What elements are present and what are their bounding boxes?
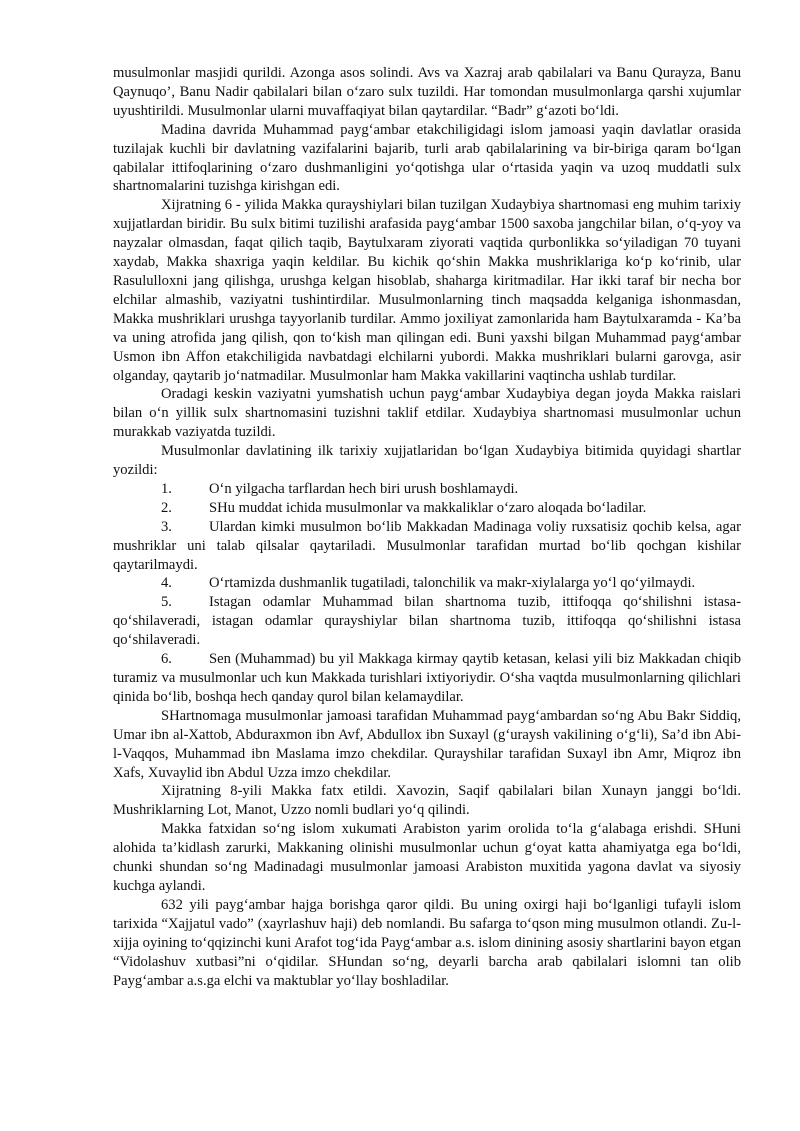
condition-text: Ulardan kimki musulmon bo‘lib Makkadan Madinaga voliy ruxsatisiz qochib kelsa, agar mushriklar uni talab qilsalar qaytariladi. Musulmonlar tarafidan murtad bo‘lib qochgan kishilar qaytarilmaydi. <box>113 518 741 573</box>
paragraph-xudaybiya: Xijratning 6 - yilida Makka qurayshiylari bilan tuzilgan Xudaybiya shartnomasi eng muhim tarixiy xujjatlardan biridir. Bu sulx bitimi tuzilishi arafasida payg‘ambar 1500 saxoba jangchilar bilan, o‘q-yoy va nayzalar olmasdan, faqat qilich taqib, Baytulxaram ziyorati vaqtida qurbonlikka so‘yiladigan 70 tuyani xaydab, Makka shaxriga yaqin keldilar. Bu kichik qo‘shin Makka mushriklariga ko‘p ko‘rinib, ular Rasululloxni jang qilishga, urushga kelgan hisoblab, shaharga kiritmadilar. Har ikki taraf bir necha bor elchilar almashib, vaziyatni tushintirdilar. Musulmonlarning tinch maqsadda kelganiga ishonmasdan, Makka mushriklari urushga tayyorlanib turdilar. Ammo joxiliyat zamonlarida ham Baytulxaramda - Ka’ba va uning atrofida jang qilish, qon to‘kish man qilingan edi. Buni yaxshi bilgan Muhammad payg‘ambar Usmon ibn Affon etakchiligida navbatdagi elchilarni yubordi. Makka mushriklari bularni garovga, asir olganday, qaytarib jo‘natmadilar. Musulmonlar ham Makka vakillarini vaqtincha ushlab turdilar. <box>113 197 741 384</box>
condition-number: 6. <box>161 651 172 668</box>
condition-number: 4. <box>161 575 172 592</box>
paragraph-continuation: musulmonlar masjidi qurildi. Azonga asos solindi. Avs va Xazraj arab qabilalari va Banu Qurayza, Banu Qaynuqo’, Banu Nadir qabilalari bilan o‘zaro sulx tuzildi. Har tomondan musulmonlarga qarshi xujumlar uyushtirildi. Musulmonlar ularni muvaffaqiyat bilan qaytardilar. “Badr” g‘azoti bo‘ldi. <box>113 65 741 119</box>
condition-text: Sen (Muhammad) bu yil Makkaga kirmay qaytib ketasan, kelasi yili biz Makkadan chiqib turamiz va musulmonlar uch kun Makkada turishlari ixtiyoriydir. O‘sha vaqtda musulmonlarning qilichlari qinida bo‘lib, boshqa hech qanday qurol bilan kelamaydilar. <box>113 651 741 705</box>
condition-item <box>113 499 741 518</box>
paragraph-proposal: Oradagi keskin vaziyatni yumshatish uchun payg‘ambar Xudaybiya degan joyda Makka raislari bilan o‘n yillik sulx shartnomasini tuzishni taklif etdilar. Xudaybiya shartnomasi musulmonlar uchun murakkab vaziyatda tuzildi. <box>113 386 741 441</box>
condition-item <box>113 480 741 499</box>
paragraph-victory: Makka fatxidan so‘ng islom xukumati Arabiston yarim orolida to‘la g‘alabaga erishdi. SHuni alohida ta’kidlash zarurki, Makkaning olinishi musulmonlar uchun g‘oyat katta ahamiyatga ega bo‘ldi, chunki shundan so‘ng Madinadagi musulmonlar jamoasi Arabiston muxitida yagona davlat va siyosiy kuchga aylandi. <box>113 821 741 894</box>
paragraph-makka-conquest: Xijratning 8-yili Makka fatx etildi. Xavozin, Saqif qabilalari bilan Xunayn janggi bo‘ldi. Mushriklarning Lot, Manot, Uzzo nomli budlari yo‘q qilindi. <box>113 783 741 819</box>
condition-text: O‘rtamizda dushmanlik tugatiladi, talonchilik va makr-xiylalarga yo‘l qo‘yilmaydi. <box>209 575 696 592</box>
condition-item <box>113 650 741 707</box>
condition-item <box>113 574 741 593</box>
condition-text: O‘n yilgacha tarflardan hech biri urush boshlamaydi. <box>209 480 519 497</box>
condition-number: 2. <box>161 499 172 516</box>
condition-item <box>113 593 741 650</box>
condition-item <box>113 518 741 575</box>
condition-number: 1. <box>161 480 172 497</box>
paragraph-farewell-hajj: 632 yili payg‘ambar hajga borishga qaror qildi. Bu uning oxirgi haji bo‘lganligi tufayli islom tarixida “Xajjatul vado” (xayrlashuv haji) deb nomlandi. Bu safarga to‘qson ming musulmon otlandi. Zu-l-xijja oyining to‘qqizinchi kuni Arafot tog‘ida Payg‘ambar a.s. islom dinining asosiy shartlarini bayon etgan “Vidolashuv xutbasi”ni o‘qidilar. SHundan so‘ng, deyarli barcha arab qabilalari islomni tan olib Payg‘ambar a.s.ga elchi va maktublar yo‘llay boshladilar. <box>113 896 741 989</box>
paragraph-conditions-intro: Musulmonlar davlatining ilk tarixiy xujjatlaridan bo‘lgan Xudaybiya bitimida quyidagi shartlar yozildi: <box>113 443 741 479</box>
paragraph-signatories: SHartnomaga musulmonlar jamoasi tarafidan Muhammad payg‘ambardan so‘ng Abu Bakr Siddiq, Umar ibn al-Xattob, Abduraxmon ibn Avf, Abdullox ibn Suxayl (g‘uraysh vakilining o‘g‘li), Sa’d ibn Abi-l-Vaqqos, Muhammad ibn Maslama imzo chekdilar. Qurayshilar tarafidan Suxayl ibn Amr, Miqroz ibn Xafs, Xuvaylid ibn Abdul Uzza imzo chekdilar. <box>113 707 741 781</box>
condition-text: Istagan odamlar Muhammad bilan shartnoma tuzib, ittifoqqa qo‘shilishni istasa-qo‘shilaveradi, istagan odamlar qurayshiylar bilan shartnoma tuzib, ittifoqqa qo‘shilishni istasa qo‘shilaveradi. <box>113 594 741 649</box>
condition-number: 5. <box>161 594 172 611</box>
condition-text: SHu muddat ichida musulmonlar va makkaliklar o‘zaro aloqada bo‘ladilar. <box>209 499 647 516</box>
paragraph-madina: Madina davrida Muhammad payg‘ambar etakchiligidagi islom jamoasi yaqin davlatlar orasida tuzilajak kuchli bir davlatning vazifalarini bajarib, turli arab qabilalarining va bir-biriga qaram bo‘lgan qabilalar ittifoqlarining o‘zaro dushmanligini yo‘qotishga ular o‘rtasida yaqin va uzoq muddatli sulx shartnomalarini tuzishga kirishgan edi. <box>113 121 741 195</box>
condition-number: 3. <box>161 518 172 535</box>
document-page <box>113 64 741 990</box>
